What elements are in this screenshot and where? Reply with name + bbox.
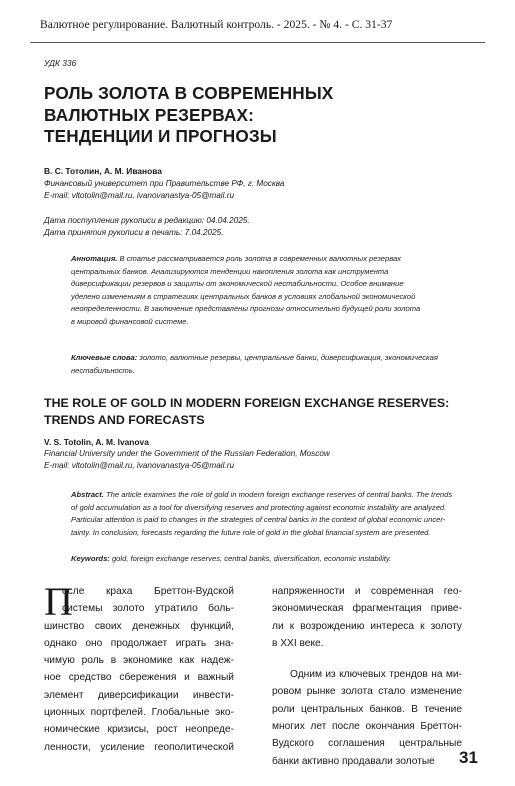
body-line: ленности, усиление геополитической xyxy=(44,741,234,753)
page-number: 31 xyxy=(459,748,478,767)
abstract-ru-line xyxy=(71,253,441,266)
abstract-en-line xyxy=(71,489,451,502)
article-title-ru xyxy=(44,83,464,148)
abstract-ru-line: уделено изменениям в стратегиях центральных банков в условиях глобальной экономической xyxy=(71,291,416,301)
date-received: Дата поступления рукописи в редакцию: 04.04.2025. xyxy=(44,216,250,225)
body-line: ровом рынке золота стало изменение xyxy=(272,686,462,698)
keywords-ru xyxy=(71,352,441,377)
keywords-en-text: gold, foreign exchange reserves, central banks, diversification, economic instability. xyxy=(109,554,392,563)
abstract-ru xyxy=(71,253,441,329)
dropcap-block xyxy=(44,579,234,624)
body-line: ли к возрождению интереса к золоту xyxy=(272,620,462,632)
email-en: E-mail: vltotolin@mail.ru, ivanovanastya-05@mail.ru xyxy=(44,461,234,470)
keywords-en-label: Keywords: xyxy=(71,554,110,563)
body-line: банки активно продавали золотые xyxy=(272,755,435,767)
abstract-ru-text: В статье рассматривается роль золота в современных валютных резервах xyxy=(117,254,402,263)
header-rule xyxy=(30,42,485,43)
paragraph-gap xyxy=(272,652,462,666)
title-ru-line: ВАЛЮТНЫХ РЕЗЕРВАХ: xyxy=(44,104,254,125)
running-head: Валютное регулирование. Валютный контроль. - 2025. - № 4. - С. 31-37 xyxy=(40,18,393,31)
keywords-en xyxy=(71,554,461,563)
body-line: чимую роль в экономике как надеж- xyxy=(44,655,234,667)
authors-en: V. S. Totolin, A. M. Ivanova xyxy=(44,437,149,447)
body-line: системы золото утратило боль- xyxy=(62,603,234,615)
body-line: элемент диверсификации инвести- xyxy=(44,689,234,701)
body-column-left xyxy=(44,579,234,756)
abstract-en-label: Abstract. xyxy=(71,490,104,499)
body-line: Одним из ключевых трендов на ми- xyxy=(290,669,462,681)
article-title-en xyxy=(44,395,484,429)
title-en-line: THE ROLE OF GOLD IN MODERN FOREIGN EXCHANGE RESERVES: xyxy=(44,396,450,410)
body-column-right xyxy=(272,583,462,770)
affiliation-en: Financial University under the Government of the Russian Federation, Moscow xyxy=(44,449,330,458)
body-line: в XXI веке. xyxy=(272,637,324,649)
body-line: экономическая фрагментация приве- xyxy=(272,603,462,615)
body-line: роли центральных банков. В течение xyxy=(272,703,462,715)
body-line: ное средство сбережения и важный xyxy=(44,672,234,684)
keywords-ru-line xyxy=(71,352,441,365)
body-line: номические кризисы, рост неопреде- xyxy=(44,724,234,736)
body-line: осле краха Бреттон-Вудской xyxy=(62,586,234,597)
title-ru-line: РОЛЬ ЗОЛОТА В СОВРЕМЕННЫХ xyxy=(44,83,334,103)
body-line: напряженности и современная гео- xyxy=(272,586,462,597)
abstract-en-text: The article examines the role of gold in modern foreign exchange reserves of central banks. The trends xyxy=(103,490,453,499)
email-ru: E-mail: vltotolin@mail.ru, ivanovanastya-05@mail.ru xyxy=(44,191,234,200)
affiliation-ru: Финансовый университет при Правительстве РФ, г. Москва xyxy=(44,179,285,188)
abstract-ru-line: центральных банков. Анализируются тенденции накопления золота как инструмента xyxy=(71,266,389,276)
body-line: однако оно продолжает играть зна- xyxy=(44,637,234,649)
abstract-en-line: tainty. In conclusion, forecasts regarding the future role of gold in the global financial system are presented. xyxy=(71,527,431,537)
keywords-ru-line: нестабильность. xyxy=(71,365,135,375)
drop-cap: П xyxy=(44,579,73,624)
abstract-ru-line: диверсификации резервов и защиты от экономической нестабильности. Особое внимание xyxy=(71,279,404,289)
abstract-ru-line: неопределенности. В заключение представлены прогнозы относительно будущей роли золота xyxy=(71,304,421,314)
date-accepted: Дата принятия рукописи в печать: 7.04.2025. xyxy=(44,228,224,237)
body-line: шинство своих денежных функций, xyxy=(44,620,234,632)
abstract-en-line: Particular attention is paid to changes in the strategies of central banks in the context of global economic uncer- xyxy=(71,515,446,525)
abstract-ru-label: Аннотация. xyxy=(71,254,118,263)
title-en-line: TRENDS AND FORECASTS xyxy=(44,413,205,427)
authors-ru: В. С. Тотолин, А. М. Иванова xyxy=(44,166,162,176)
body-line: многих лет после окончания Бреттон- xyxy=(272,721,462,733)
keywords-ru-label: Ключевые слова: xyxy=(71,353,138,362)
abstract-en-line: of gold accumulation as a tool for diversifying reserves and protecting against economic instability are analyzed. xyxy=(71,502,447,512)
body-line: ционных портфелей. Глобальные эко- xyxy=(44,707,234,719)
keywords-ru-text: золото, валютные резервы, центральные банки, диверсификация, экономическая xyxy=(137,353,438,362)
udk-code: УДК 336 xyxy=(44,58,77,68)
body-line: Вудского соглашения центральные xyxy=(272,738,462,750)
abstract-en xyxy=(71,489,451,539)
title-ru-line: ТЕНДЕНЦИИ И ПРОГНОЗЫ xyxy=(44,126,277,146)
abstract-ru-line: в мировой финансовой системе. xyxy=(71,316,189,326)
